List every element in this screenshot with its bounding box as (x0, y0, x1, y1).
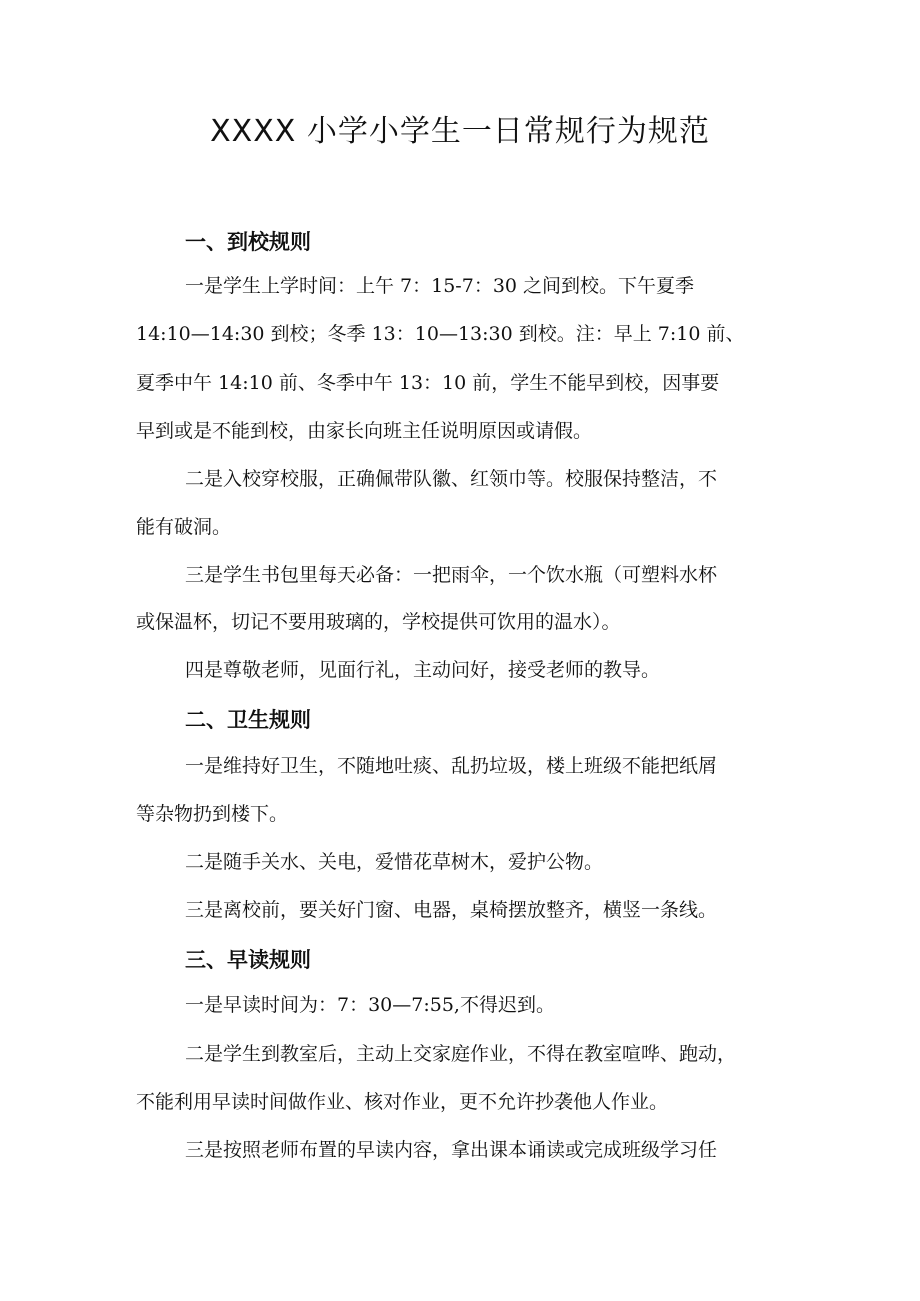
paragraph-line: 二是随手关水、关电，爱惜花草树木，爱护公物。 (185, 851, 604, 873)
paragraph-line: 一是学生上学时间：上午 7：15-7：30 之间到校。下午夏季 (185, 275, 695, 297)
paragraph-line: 能有破洞。 (136, 516, 232, 538)
paragraph-line: 一是早读时间为：7：30—7:55,不得迟到。 (185, 994, 555, 1016)
section-heading-morning-reading: 三、早读规则 (185, 948, 311, 972)
paragraph-line: 14:10—14:30 到校；冬季 13：10—13:30 到校。注：早上 7:10 前、 (136, 323, 745, 345)
paragraph-line: 夏季中午 14:10 前、冬季中午 13：10 前，学生不能早到校，因事要 (136, 372, 720, 394)
paragraph-line: 四是尊敬老师，见面行礼，主动问好，接受老师的教导。 (185, 659, 661, 681)
paragraph-line: 不能利用早读时间做作业、核对作业，更不允许抄袭他人作业。 (136, 1091, 669, 1113)
section-heading-arrival: 一、到校规则 (185, 230, 311, 254)
page-title: XXXX 小学小学生一日常规行为规范 (210, 114, 710, 149)
paragraph-line: 等杂物扔到楼下。 (136, 803, 289, 825)
paragraph-line: 三是学生书包里每天必备：一把雨伞，一个饮水瓶（可塑料水杯 (185, 564, 718, 586)
paragraph-line: 二是入校穿校服，正确佩带队徽、红领巾等。校服保持整洁，不 (185, 468, 718, 490)
section-heading-hygiene: 二、卫生规则 (185, 708, 311, 732)
paragraph-line: 或保温杯，切记不要用玻璃的，学校提供可饮用的温水）。 (136, 611, 621, 633)
paragraph-line: 三是离校前，要关好门窗、电器，桌椅摆放整齐，横竖一条线。 (185, 899, 718, 921)
paragraph-line: 一是维持好卫生，不随地吐痰、乱扔垃圾，楼上班级不能把纸屑 (185, 755, 718, 777)
paragraph-line: 二是学生到教室后，主动上交家庭作业，不得在教室喧哗、跑动， (185, 1043, 737, 1065)
paragraph-line: 三是按照老师布置的早读内容，拿出课本诵读或完成班级学习任 (185, 1139, 718, 1161)
paragraph-line: 早到或是不能到校，由家长向班主任说明原因或请假。 (136, 420, 593, 442)
